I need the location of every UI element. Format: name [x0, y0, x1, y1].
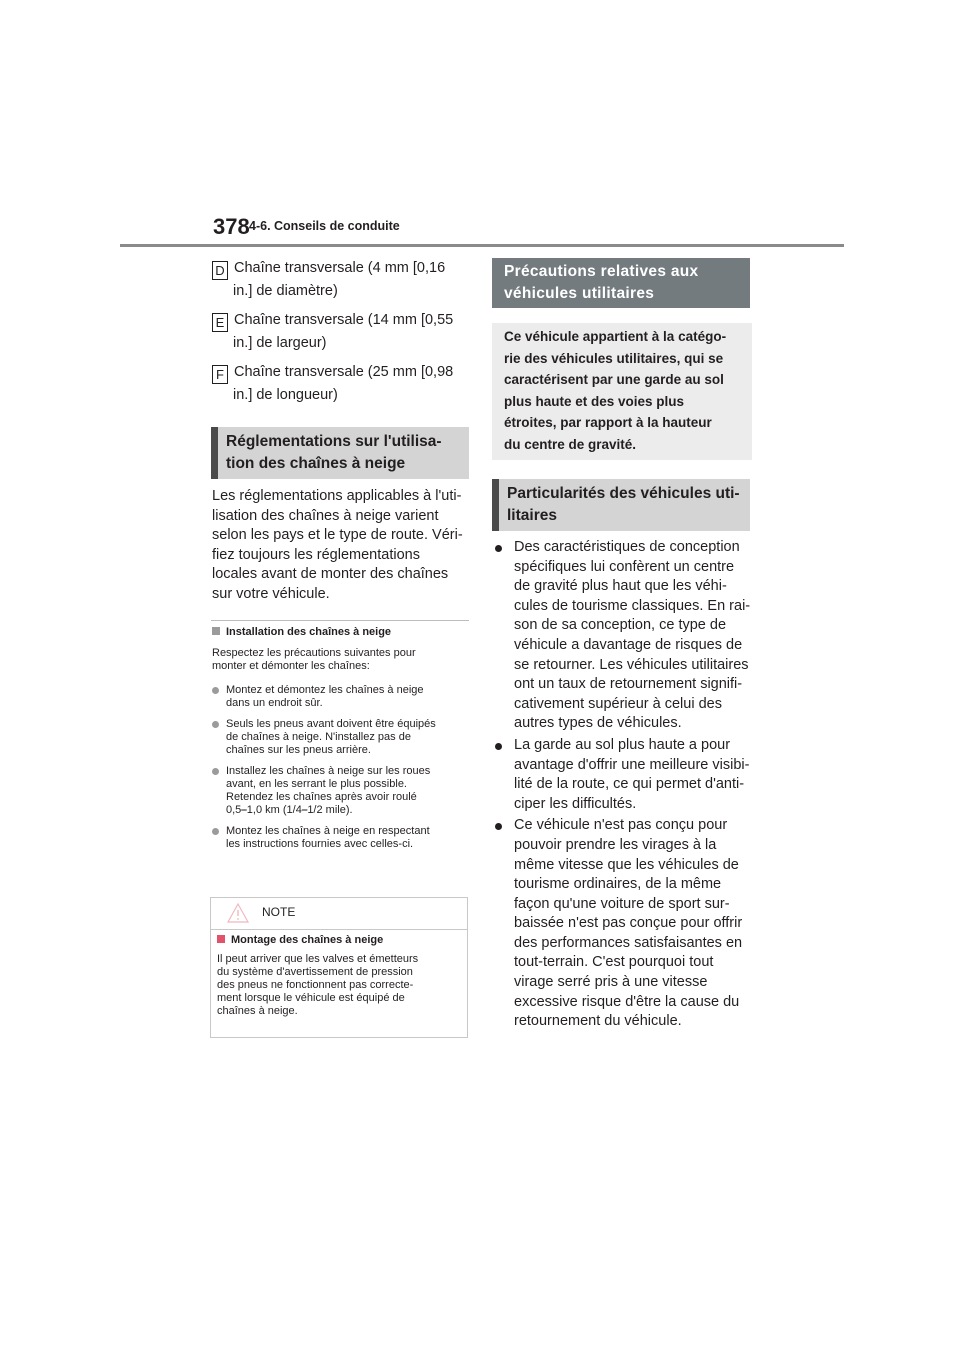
bullet-line: tout-terrain. C'est pourquoi tout — [514, 954, 714, 971]
bullet-line: son de sa conception, ce type de — [514, 617, 727, 634]
bullet-line: pouvoir prendre les virages à la — [514, 836, 717, 853]
utility-precautions-heading — [492, 258, 750, 308]
bullet-dot-icon — [495, 743, 502, 750]
bullet-line: Retendez les chaînes après avoir roulé — [226, 791, 417, 803]
bullet-dot-icon — [495, 823, 502, 830]
letter-e-label: E — [212, 313, 228, 332]
chain-item-f — [212, 361, 467, 406]
note-body-line: Il peut arriver que les valves et émetteurs — [217, 953, 419, 965]
bullet-line: excessive risque d'être la cause du — [514, 993, 740, 1010]
bullet-line: ciper les difficultés. — [514, 795, 637, 812]
installation-heading-text: Installation des chaînes à neige — [226, 626, 392, 638]
bullet-line: spécifiques lui confèrent un centre — [514, 558, 735, 575]
list-item — [492, 816, 754, 1032]
round-bullet-icon — [212, 687, 219, 694]
panel-line: Ce véhicule appartient à la catégo- — [504, 329, 727, 344]
bullet-line: ont un taux de retournement signifi- — [514, 676, 743, 693]
utility-precautions-heading-line1: Précautions relatives aux — [504, 263, 699, 280]
bullet-dot-icon — [495, 545, 502, 552]
header-divider — [120, 244, 844, 247]
note-box — [210, 897, 468, 1038]
bullet-line: les instructions fournies avec celles-ci. — [226, 838, 414, 850]
bullet-line: Montez les chaînes à neige en respectant — [226, 825, 430, 837]
round-bullet-icon — [212, 828, 219, 835]
installation-divider — [211, 620, 469, 621]
regulations-heading — [211, 427, 469, 479]
note-heading-text: Montage des chaînes à neige — [231, 934, 384, 946]
panel-line: caractérisent par une garde au sol — [504, 372, 724, 388]
list-item — [212, 684, 474, 710]
regulations-heading-line1: Réglementations sur l'utilisa- — [226, 433, 442, 450]
bullet-line: autres types de véhicules. — [514, 715, 682, 732]
square-bullet-icon — [212, 627, 220, 635]
page-number: 378 — [213, 214, 250, 239]
list-item — [492, 538, 754, 734]
installation-intro-line: monter et démonter les chaînes: — [212, 660, 370, 672]
panel-line: étroites, par rapport à la hauteur — [504, 415, 712, 431]
bullet-line: chaînes sur les pneus arrière. — [226, 744, 371, 756]
letter-f-label: F — [212, 365, 228, 384]
regulations-body-line: Les réglementations applicables à l'uti- — [212, 488, 462, 504]
square-bullet-icon — [217, 935, 225, 943]
bullet-line: façon qu'une voiture de sport sur- — [514, 895, 730, 912]
bullet-line: tourisme ordinaires, de la même — [514, 876, 722, 893]
list-item — [212, 825, 474, 851]
bullet-line: avant, en les serrant le plus possible. — [226, 778, 407, 790]
chain-item-f-line1: Chaîne transversale (25 mm [0,98 — [234, 364, 454, 380]
installation-intro-line: Respectez les précautions suivantes pour — [212, 647, 416, 659]
bullet-line: de chaînes à neige. N'installez pas de — [226, 731, 411, 743]
utility-features-heading — [492, 479, 750, 531]
note-body-line: des pneus ne fonctionnent pas correcte- — [217, 979, 414, 991]
bullet-line: cativement supérieur à celui des — [514, 695, 722, 712]
regulations-body-line: locales avant de monter des chaînes — [212, 566, 449, 583]
installation-intro — [212, 647, 472, 673]
bullet-line: des performances satisfaisantes en — [514, 934, 743, 951]
bullet-line: virage serré pris à une vitesse — [514, 974, 708, 991]
regulations-body-line: fiez toujours les réglementations — [212, 546, 420, 563]
panel-line: du centre de gravité. — [504, 436, 637, 452]
chain-item-f-line2: in.] de longueur) — [233, 387, 338, 403]
chain-item-d — [212, 257, 467, 302]
chain-item-e-line1: Chaîne transversale (14 mm [0,55 — [234, 312, 454, 328]
note-body-line: du système d'avertissement de pression — [217, 966, 413, 978]
installation-heading — [212, 626, 391, 638]
bullet-line: lité de la route, ce qui permet d'anti- — [514, 776, 745, 793]
bullet-line: véhicule a davantage de risques de — [514, 636, 743, 653]
list-item — [212, 765, 474, 817]
utility-features-heading-line1: Particularités des véhicules uti- — [507, 485, 740, 502]
bullet-line: baissée n'est pas conçue pour offrir — [514, 915, 743, 932]
bullet-line: Seuls les pneus avant doivent être équipés — [226, 718, 436, 730]
utility-features-bullets — [492, 538, 754, 1034]
panel-line: plus haute et des voies plus — [504, 393, 685, 409]
note-header — [211, 898, 467, 930]
bullet-line: même vitesse que les véhicules de — [514, 856, 739, 873]
bullet-line: se retourner. Les véhicules utilitaires — [514, 656, 749, 673]
chain-item-d-line2: in.] de diamètre) — [233, 283, 338, 299]
chain-item-d-line1: Chaîne transversale (4 mm [0,16 — [234, 260, 446, 276]
bullet-line: Installez les chaînes à neige sur les roues — [226, 765, 431, 777]
round-bullet-icon — [212, 721, 219, 728]
note-body-line: ment lorsque le véhicule est équipé de — [217, 992, 405, 1004]
bullet-line: Ce véhicule n'est pas conçu pour — [514, 817, 728, 834]
round-bullet-icon — [212, 768, 219, 775]
chain-item-e-line2: in.] de largeur) — [233, 335, 327, 351]
utility-precautions-panel — [492, 323, 752, 460]
utility-features-heading-line2: litaires — [507, 507, 557, 524]
regulations-body-line: lisation des chaînes à neige varient — [212, 507, 439, 524]
letter-d-label: D — [212, 261, 228, 280]
bullet-line: Montez et démontez les chaînes à neige — [226, 684, 424, 696]
section-title: 4-6. Conseils de conduite — [249, 219, 400, 233]
bullet-line: cules de tourisme classiques. En rai- — [514, 597, 751, 614]
note-body-line: chaînes à neige. — [217, 1005, 298, 1017]
chain-item-e — [212, 309, 467, 354]
regulations-body — [212, 487, 470, 605]
note-heading — [217, 934, 383, 946]
bullet-line: avantage d'offrir une meilleure visibi- — [514, 756, 750, 773]
bullet-line: Des caractéristiques de conception — [514, 539, 740, 555]
panel-line: rie des véhicules utilitaires, qui se — [504, 350, 724, 366]
installation-bullets — [212, 684, 474, 851]
warning-triangle-icon — [227, 903, 249, 923]
list-item — [212, 718, 474, 757]
regulations-body-line: selon les pays et le type de route. Véri- — [212, 527, 463, 544]
note-body — [217, 953, 465, 1018]
bullet-line: La garde au sol plus haute a pour — [514, 736, 731, 753]
bullet-line: de gravité plus haut que les véhi- — [514, 578, 727, 595]
utility-precautions-heading-line2: véhicules utilitaires — [504, 285, 655, 302]
regulations-heading-line2: tion des chaînes à neige — [226, 455, 406, 472]
bullet-line: dans un endroit sûr. — [226, 697, 323, 709]
note-label: NOTE — [262, 905, 296, 919]
bullet-line: 0,5⎯1,0 km (1/4⎯1/2 mile). — [226, 804, 353, 816]
list-item — [492, 736, 754, 814]
bullet-line: retournement du véhicule. — [514, 1013, 682, 1030]
regulations-body-line: sur votre véhicule. — [212, 585, 330, 602]
